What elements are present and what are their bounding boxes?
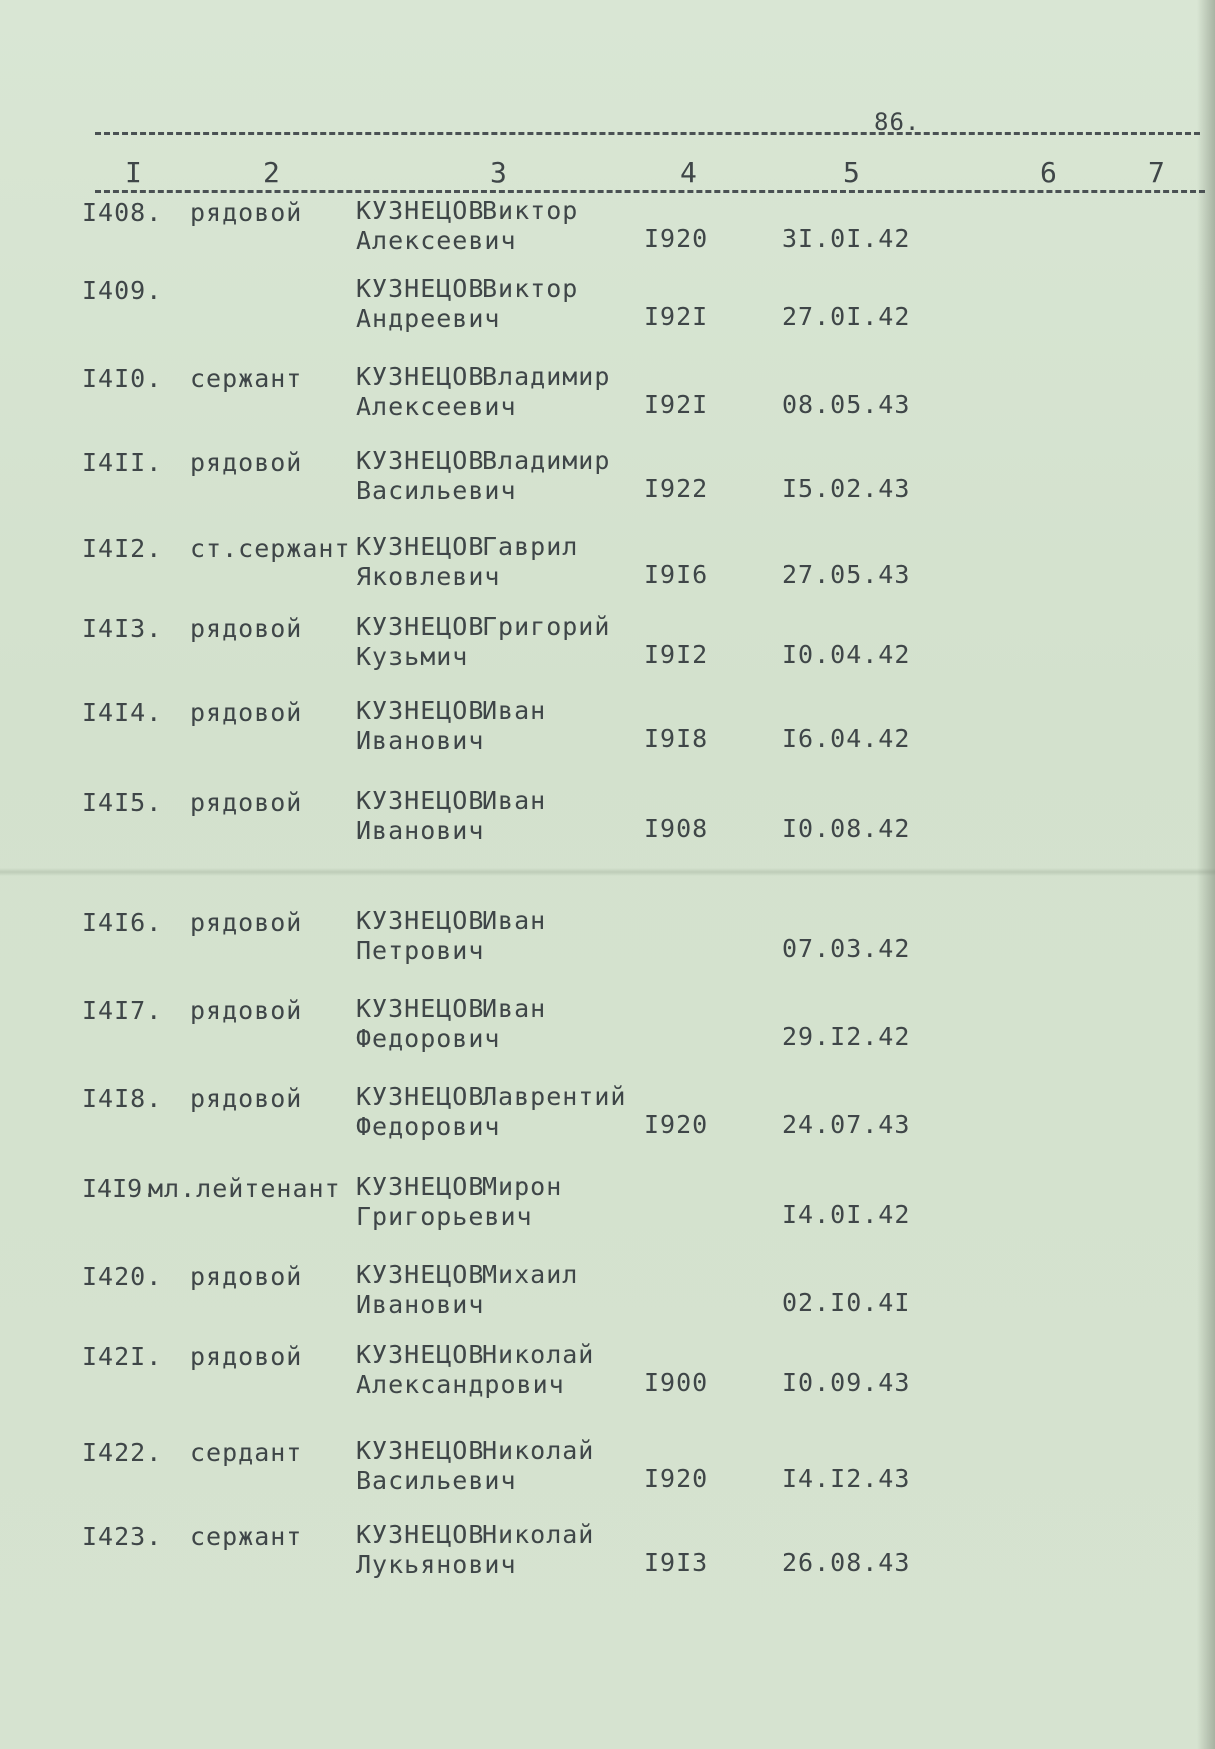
- rank: рядовой: [190, 908, 303, 937]
- birth-year: I9I2: [644, 640, 709, 669]
- date: I4.I2.43: [782, 1464, 911, 1493]
- date: 29.I2.42: [782, 1022, 911, 1051]
- table-row: [0, 362, 1215, 438]
- table-row: [0, 1340, 1215, 1416]
- date: I4.0I.42: [782, 1200, 911, 1229]
- record-number: I409.: [82, 276, 163, 305]
- record-number: I4I0.: [82, 364, 163, 393]
- surname: КУЗНЕЦОВ: [356, 532, 485, 561]
- surname: КУЗНЕЦОВ: [356, 1520, 485, 1549]
- first-name: Николай: [482, 1340, 595, 1369]
- rank: мл.лейтенант: [148, 1174, 341, 1203]
- surname: КУЗНЕЦОВ: [356, 612, 485, 641]
- table-row: [0, 274, 1215, 350]
- patronymic: Александрович: [356, 1370, 565, 1399]
- date: 3I.0I.42: [782, 224, 911, 253]
- patronymic: Иванович: [356, 1290, 485, 1319]
- table-row: [0, 196, 1215, 272]
- date: I0.04.42: [782, 640, 911, 669]
- first-name: Григорий: [482, 612, 611, 641]
- birth-year: I92I: [644, 302, 709, 331]
- rank: рядовой: [190, 448, 303, 477]
- rank: рядовой: [190, 1262, 303, 1291]
- first-name: Владимир: [482, 362, 611, 391]
- first-name: Иван: [482, 696, 547, 725]
- table-row: [0, 1520, 1215, 1596]
- rank: сердант: [190, 1438, 303, 1467]
- date: I0.09.43: [782, 1368, 911, 1397]
- rank: рядовой: [190, 614, 303, 643]
- patronymic: Иванович: [356, 816, 485, 845]
- patronymic: Федорович: [356, 1024, 501, 1053]
- column-label: 7: [1148, 156, 1165, 189]
- record-number: I4I9.: [82, 1174, 158, 1203]
- first-name: Виктор: [482, 274, 579, 303]
- surname: КУЗНЕЦОВ: [356, 446, 485, 475]
- rank: рядовой: [190, 788, 303, 817]
- patronymic: Кузьмич: [356, 642, 469, 671]
- first-name: Михаил: [482, 1260, 579, 1289]
- patronymic: Алексеевич: [356, 392, 517, 421]
- table-row: [0, 786, 1215, 862]
- surname: КУЗНЕЦОВ: [356, 786, 485, 815]
- record-number: I4I7.: [82, 996, 163, 1025]
- record-number: I4I3.: [82, 614, 163, 643]
- patronymic: Яковлевич: [356, 562, 501, 591]
- table-row: [0, 612, 1215, 688]
- record-number: I423.: [82, 1522, 163, 1551]
- table-row: [0, 1436, 1215, 1512]
- birth-year: I920: [644, 1464, 709, 1493]
- surname: КУЗНЕЦОВ: [356, 362, 485, 391]
- table-row: [0, 994, 1215, 1070]
- surname: КУЗНЕЦОВ: [356, 994, 485, 1023]
- rank: сержант: [190, 1522, 303, 1551]
- record-number: I42I.: [82, 1342, 163, 1371]
- record-number: I408.: [82, 198, 163, 227]
- patronymic: Лукьянович: [356, 1550, 517, 1579]
- record-number: I420.: [82, 1262, 163, 1291]
- birth-year: I922: [644, 474, 709, 503]
- first-name: Николай: [482, 1436, 595, 1465]
- first-name: Виктор: [482, 196, 579, 225]
- first-name: Николай: [482, 1520, 595, 1549]
- table-row: [0, 532, 1215, 608]
- first-name: Владимир: [482, 446, 611, 475]
- column-label: I: [125, 156, 142, 189]
- patronymic: Васильевич: [356, 476, 517, 505]
- date: 26.08.43: [782, 1548, 911, 1577]
- table-row: [0, 906, 1215, 982]
- rank: рядовой: [190, 198, 303, 227]
- surname: КУЗНЕЦОВ: [356, 196, 485, 225]
- birth-year: I92I: [644, 390, 709, 419]
- date: 27.05.43: [782, 560, 911, 589]
- surname: КУЗНЕЦОВ: [356, 1172, 485, 1201]
- birth-year: I900: [644, 1368, 709, 1397]
- surname: КУЗНЕЦОВ: [356, 696, 485, 725]
- date: 27.0I.42: [782, 302, 911, 331]
- date: I6.04.42: [782, 724, 911, 753]
- birth-year: I9I3: [644, 1548, 709, 1577]
- column-label: 3: [490, 156, 507, 189]
- first-name: Лаврентий: [482, 1082, 627, 1111]
- column-label: 5: [843, 156, 860, 189]
- first-name: Иван: [482, 786, 547, 815]
- page-number: 86.: [874, 108, 921, 136]
- record-number: I4II.: [82, 448, 163, 477]
- record-number: I4I4.: [82, 698, 163, 727]
- table-row: [0, 696, 1215, 772]
- patronymic: Григорьевич: [356, 1202, 533, 1231]
- patronymic: Федорович: [356, 1112, 501, 1141]
- rank: сержант: [190, 364, 303, 393]
- surname: КУЗНЕЦОВ: [356, 274, 485, 303]
- date: I5.02.43: [782, 474, 911, 503]
- rank: рядовой: [190, 698, 303, 727]
- first-name: Иван: [482, 906, 547, 935]
- column-label: 6: [1040, 156, 1057, 189]
- record-number: I4I2.: [82, 534, 163, 563]
- rank: ст.сержант: [190, 534, 351, 563]
- date: 07.03.42: [782, 934, 911, 963]
- paper-fold: [0, 868, 1215, 876]
- table-row: [0, 446, 1215, 522]
- column-header: [95, 156, 1205, 193]
- first-name: Гаврил: [482, 532, 579, 561]
- rank: рядовой: [190, 1342, 303, 1371]
- first-name: Иван: [482, 994, 547, 1023]
- record-number: I422.: [82, 1438, 163, 1467]
- date: I0.08.42: [782, 814, 911, 843]
- date: 02.I0.4I: [782, 1288, 911, 1317]
- date: 24.07.43: [782, 1110, 911, 1139]
- rank: рядовой: [190, 996, 303, 1025]
- column-label: 2: [263, 156, 280, 189]
- first-name: Мирон: [482, 1172, 563, 1201]
- record-number: I4I8.: [82, 1084, 163, 1113]
- record-number: I4I6.: [82, 908, 163, 937]
- patronymic: Петрович: [356, 936, 485, 965]
- patronymic: Андреевич: [356, 304, 501, 333]
- birth-year: I9I8: [644, 724, 709, 753]
- surname: КУЗНЕЦОВ: [356, 1082, 485, 1111]
- table-row: [0, 1172, 1215, 1248]
- column-label: 4: [680, 156, 697, 189]
- patronymic: Васильевич: [356, 1466, 517, 1495]
- header-divider: [95, 132, 1200, 135]
- table-row: [0, 1082, 1215, 1158]
- birth-year: I9I6: [644, 560, 709, 589]
- record-number: I4I5.: [82, 788, 163, 817]
- surname: КУЗНЕЦОВ: [356, 1260, 485, 1289]
- patronymic: Иванович: [356, 726, 485, 755]
- surname: КУЗНЕЦОВ: [356, 906, 485, 935]
- table-row: [0, 1260, 1215, 1336]
- birth-year: I920: [644, 224, 709, 253]
- surname: КУЗНЕЦОВ: [356, 1436, 485, 1465]
- rank: рядовой: [190, 1084, 303, 1113]
- birth-year: I920: [644, 1110, 709, 1139]
- surname: КУЗНЕЦОВ: [356, 1340, 485, 1369]
- date: 08.05.43: [782, 390, 911, 419]
- patronymic: Алексеевич: [356, 226, 517, 255]
- birth-year: I908: [644, 814, 709, 843]
